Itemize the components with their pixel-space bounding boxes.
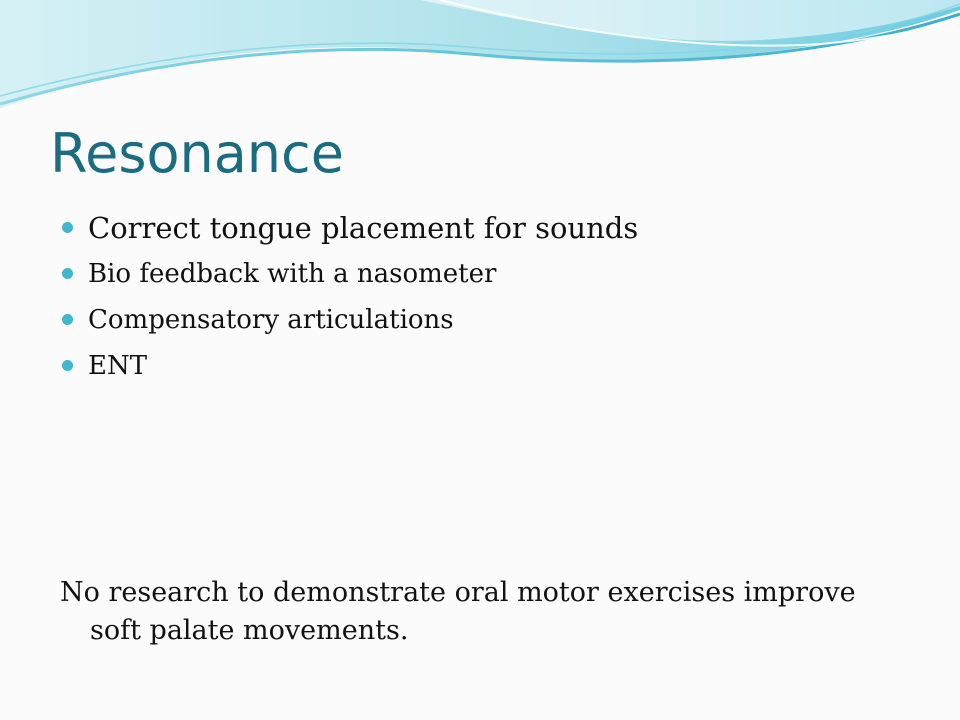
bullet-item: [62, 297, 638, 343]
header-wave-decoration: [0, 0, 960, 120]
bullet-text: Compensatory articulations: [88, 305, 454, 335]
bullet-dot-icon: [62, 360, 73, 371]
bullet-dot-icon: [62, 268, 73, 279]
bullet-dot-icon: [62, 222, 73, 233]
bullet-item: [62, 343, 638, 389]
bullet-item: [62, 205, 638, 251]
bullet-text: ENT: [88, 351, 148, 381]
slide-title: Resonance: [50, 122, 344, 185]
bullet-text: Correct tongue placement for sounds: [88, 211, 639, 245]
bullet-list: [62, 205, 638, 389]
footnote-text: No research to demonstrate oral motor exercises improve soft palate movements.: [60, 577, 856, 646]
bullet-dot-icon: [62, 314, 73, 325]
bullet-text: Bio feedback with a nasometer: [88, 259, 497, 289]
bullet-item: [62, 251, 638, 297]
